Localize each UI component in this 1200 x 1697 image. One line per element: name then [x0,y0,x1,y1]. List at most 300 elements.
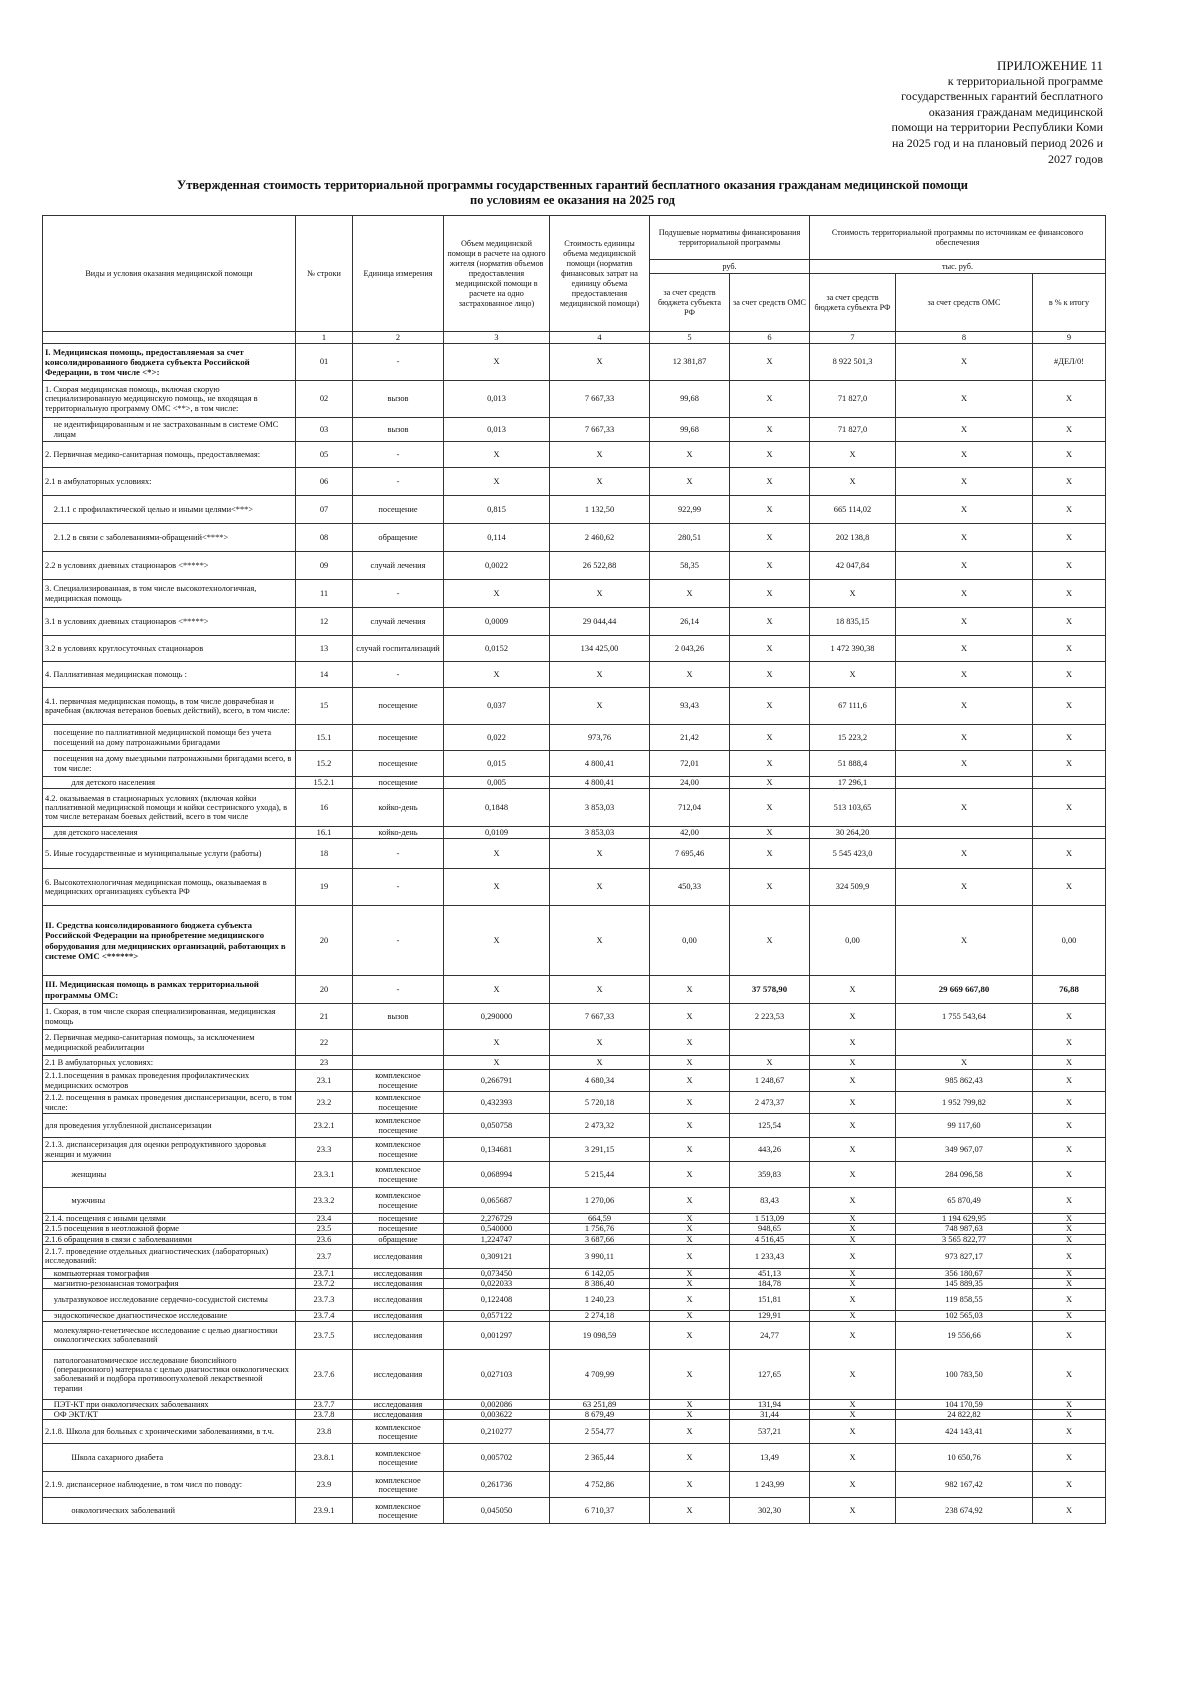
cell-c5: X [650,1234,730,1244]
cell-c4: X [550,976,650,1004]
table-row [43,1321,1106,1349]
cell-no: 23.1 [296,1070,353,1092]
appendix-line: помощи на территории Республики Коми [891,120,1103,135]
header-volume: Объем медицинской помощи в расчете на одного жителя (норматив объемов предоставления медицинской помощи в расчете на одно застрахованное лицо) [444,216,550,332]
cell-c6: 125,54 [730,1114,810,1138]
cell-c4: 2 554,77 [550,1420,650,1444]
table-row [43,381,1106,418]
cell-c3: X [444,442,550,468]
cell-unit: посещение [353,496,444,524]
cell-c8: 10 650,76 [896,1444,1033,1472]
cell-c8: X [896,751,1033,777]
cell-c5: X [650,1004,730,1030]
cell-c6: 443,26 [730,1138,810,1162]
cell-c6: X [730,662,810,688]
table-row [43,1268,1106,1278]
cell-no: 01 [296,344,353,381]
cell-c4: X [550,906,650,976]
cell-unit: случай госпитализаций [353,636,444,662]
cell-no: 23.7.8 [296,1410,353,1420]
row-name: 1. Скорая, в том числе скорая специализированная, медицинская помощь [43,1004,296,1030]
table-row [43,1224,1106,1234]
row-name: патологоанатомическое исследование биопсийного (операционного) материала с целью диагностики онкологических заболеваний и подбора противоопухолевой лекарственной терапии [43,1349,296,1399]
row-name: 2. Первичная медико-санитарная помощь, за исключением медицинской реабилитации [43,1030,296,1056]
cell-no: 18 [296,839,353,869]
cell-c5: 42,00 [650,827,730,839]
cell-unit: комплексное посещение [353,1420,444,1444]
cell-c4: 8 679,49 [550,1410,650,1420]
cell-unit: - [353,869,444,906]
cell-c9: 0,00 [1033,906,1106,976]
cell-c6: 37 578,90 [730,976,810,1004]
cell-c8: X [896,1056,1033,1070]
cell-c7: X [810,976,896,1004]
table-row [43,1092,1106,1114]
cell-c9: X [1033,1056,1106,1070]
cell-c7: 0,00 [810,906,896,976]
cell-c6: X [730,751,810,777]
cell-c4: 3 687,66 [550,1234,650,1244]
cell-c5: X [650,1444,730,1472]
cell-c8: X [896,468,1033,496]
cell-c9: X [1033,662,1106,688]
cell-c9: X [1033,1004,1106,1030]
table-row [43,1472,1106,1498]
table-row [43,636,1106,662]
cell-c5: X [650,1114,730,1138]
cell-c5: X [650,1268,730,1278]
row-name: 3.2 в условиях круглосуточных стационаров [43,636,296,662]
table-row [43,1114,1106,1138]
row-name: 2.1.2 в связи с заболеваниями-обращений<****> [43,524,296,552]
cell-c4: 973,76 [550,725,650,751]
cell-c7: 17 296,1 [810,777,896,789]
cell-unit: койко-день [353,827,444,839]
cell-c9: X [1033,1138,1106,1162]
cell-c7: X [810,1114,896,1138]
cell-c7: 1 472 390,38 [810,636,896,662]
table-row [43,751,1106,777]
cell-c4: 5 720,18 [550,1092,650,1114]
table-row [43,976,1106,1004]
table-row [43,1498,1106,1524]
cell-c6: X [730,442,810,468]
cell-c6: 13,49 [730,1444,810,1472]
cell-no: 16.1 [296,827,353,839]
cell-c4: 2 274,18 [550,1311,650,1321]
cell-unit: посещение [353,688,444,725]
cell-c7: 5 545 423,0 [810,839,896,869]
cell-c7: X [810,1420,896,1444]
cell-no: 09 [296,552,353,580]
cell-no: 23.7.3 [296,1289,353,1311]
cell-c6: X [730,688,810,725]
cell-unit: обращение [353,524,444,552]
cell-c3: 0,266791 [444,1070,550,1092]
cell-c7: X [810,1070,896,1092]
cell-c4: 29 044,44 [550,608,650,636]
cell-unit: исследования [353,1289,444,1311]
cell-c7: X [810,1214,896,1224]
cell-unit [353,1030,444,1056]
cell-unit: исследования [353,1244,444,1268]
row-name: ультразвуковое исследование сердечно-сосудистой системы [43,1289,296,1311]
cell-c5: X [650,1092,730,1114]
cell-c6: 1 233,43 [730,1244,810,1268]
cell-c5: 280,51 [650,524,730,552]
cell-c4: 3 990,11 [550,1244,650,1268]
cell-c5: 450,33 [650,869,730,906]
row-name: 2.1 в амбулаторных условиях: [43,468,296,496]
column-number: 8 [896,332,1033,344]
cell-c7: X [810,1399,896,1409]
cell-c5: X [650,1279,730,1289]
table-row [43,1234,1106,1244]
table-row [43,524,1106,552]
header-percent: в % к итогу [1033,274,1106,332]
cell-c9: X [1033,381,1106,418]
cell-c3: 0,261736 [444,1472,550,1498]
cell-c8: 104 170,59 [896,1399,1033,1409]
cell-c7: 51 888,4 [810,751,896,777]
table-row [43,1289,1106,1311]
cell-c4: 2 473,32 [550,1114,650,1138]
table-row [43,1279,1106,1289]
cell-c6: 1 243,99 [730,1472,810,1498]
cell-unit: - [353,839,444,869]
cell-c5: 712,04 [650,789,730,827]
table-row [43,344,1106,381]
row-name: 5. Иные государственные и муниципальные услуги (работы) [43,839,296,869]
cell-unit: - [353,344,444,381]
cell-c7: X [810,662,896,688]
cell-c7: X [810,1092,896,1114]
cell-unit: исследования [353,1410,444,1420]
cell-c4: 2 365,44 [550,1444,650,1472]
row-name: 2.1.4. посещения с иными целями [43,1214,296,1224]
row-name: III. Медицинская помощь в рамках территориальной программы ОМС: [43,976,296,1004]
cell-no: 15 [296,688,353,725]
cell-c9: X [1033,1268,1106,1278]
cell-c8: 65 870,49 [896,1188,1033,1214]
column-number: 9 [1033,332,1106,344]
cell-c6: X [730,777,810,789]
row-name: эндоскопическое диагностическое исследование [43,1311,296,1321]
cell-c4: X [550,1030,650,1056]
cell-c5: X [650,1162,730,1188]
table-row [43,418,1106,442]
cell-c3: 0,114 [444,524,550,552]
cell-no: 22 [296,1030,353,1056]
cell-c7: X [810,1244,896,1268]
cell-c4: X [550,688,650,725]
cell-c5: X [650,662,730,688]
cell-c7: X [810,468,896,496]
cell-c4: 4 709,99 [550,1349,650,1399]
cell-c8: 424 143,41 [896,1420,1033,1444]
row-name: 1. Скорая медицинская помощь, включая скорую специализированную медицинскую помощь, не входящая в территориальную программу ОМС <**>, в том числе: [43,381,296,418]
cell-c5: X [650,1420,730,1444]
cell-c6: X [730,725,810,751]
cell-c9: X [1033,1410,1106,1420]
cell-c6: 131,94 [730,1399,810,1409]
header-per-capita: Подушевые нормативы финансирования территориальной программы [650,216,810,260]
cell-c7: 71 827,0 [810,381,896,418]
table-row [43,1030,1106,1056]
cell-c4: 19 098,59 [550,1321,650,1349]
row-name: для детского населения [43,777,296,789]
cell-c4: X [550,839,650,869]
header-cost: Стоимость единицы объема медицинской помощи (норматив финансовых затрат на единицу объема предоставления медицинской помощи) [550,216,650,332]
cell-c8: 100 783,50 [896,1349,1033,1399]
cell-unit: комплексное посещение [353,1092,444,1114]
cell-no: 06 [296,468,353,496]
cell-c8: 24 822,82 [896,1410,1033,1420]
cell-c4: X [550,580,650,608]
cell-c8: 99 117,60 [896,1114,1033,1138]
cell-c8: 356 180,67 [896,1268,1033,1278]
cell-c3: 0,013 [444,381,550,418]
row-name: для детского населения [43,827,296,839]
cell-c9: X [1033,1420,1106,1444]
table-row [43,608,1106,636]
cell-c8: 982 167,42 [896,1472,1033,1498]
cell-c7: X [810,580,896,608]
cell-unit [353,1056,444,1070]
cell-c6 [730,1030,810,1056]
cell-c4: 1 756,76 [550,1224,650,1234]
cell-c7: 665 114,02 [810,496,896,524]
cell-c6: 151,81 [730,1289,810,1311]
cell-unit: комплексное посещение [353,1138,444,1162]
cell-c7: X [810,1268,896,1278]
table-row [43,1444,1106,1472]
cell-c5: 58,35 [650,552,730,580]
cell-c4: 134 425,00 [550,636,650,662]
cell-c8: X [896,636,1033,662]
cell-unit: вызов [353,418,444,442]
cell-unit: вызов [353,381,444,418]
table-row [43,1004,1106,1030]
cell-c8: 973 827,17 [896,1244,1033,1268]
cell-c6: 129,91 [730,1311,810,1321]
cell-c5: X [650,1349,730,1399]
table-row [43,496,1106,524]
cell-c4: 2 460,62 [550,524,650,552]
cell-c7: X [810,1289,896,1311]
cell-c9: X [1033,1444,1106,1472]
appendix-line: оказания гражданам медицинской [928,104,1103,119]
cell-c4: 1 240,23 [550,1289,650,1311]
cell-c8: X [896,580,1033,608]
cell-c7: X [810,1444,896,1472]
cell-c9: X [1033,1114,1106,1138]
row-name: для проведения углубленной диспансеризации [43,1114,296,1138]
cell-c5: X [650,1498,730,1524]
cell-c9: X [1033,468,1106,496]
cell-c7: 202 138,8 [810,524,896,552]
cell-no: 16 [296,789,353,827]
cell-c8: 19 556,66 [896,1321,1033,1349]
cell-c4: 7 667,33 [550,381,650,418]
appendix-line: 2027 годов [1047,151,1103,166]
cell-no: 23.3 [296,1138,353,1162]
cell-c8: 1 952 799,82 [896,1092,1033,1114]
cell-no: 23.9.1 [296,1498,353,1524]
cell-c9: X [1033,1070,1106,1092]
table-row [43,580,1106,608]
cell-c9: X [1033,1224,1106,1234]
cell-c9: X [1033,789,1106,827]
cell-c5: X [650,1056,730,1070]
table-row [43,442,1106,468]
cell-c5: 7 695,46 [650,839,730,869]
cell-c5: 99,68 [650,381,730,418]
cell-c6: X [730,468,810,496]
cell-c3: 0,0009 [444,608,550,636]
column-number: 3 [444,332,550,344]
row-name: 2.1.1.посещения в рамках проведения профилактических медицинских осмотров [43,1070,296,1092]
row-name: 2.1.1 с профилактической целью и иными целями<***> [43,496,296,524]
cell-c6: X [730,1056,810,1070]
cell-no: 13 [296,636,353,662]
cell-c5: X [650,1410,730,1420]
cell-c8: X [896,418,1033,442]
header-budget: за счет средств бюджета субъекта РФ [810,274,896,332]
cell-no: 20 [296,976,353,1004]
cell-c3: X [444,580,550,608]
cell-c3: 0,003622 [444,1410,550,1420]
cell-unit: исследования [353,1279,444,1289]
cell-c4: 6 710,37 [550,1498,650,1524]
cell-c5: X [650,1399,730,1409]
cell-unit: - [353,442,444,468]
cell-c3: 0,027103 [444,1349,550,1399]
cell-c8: 1 755 543,64 [896,1004,1033,1030]
cell-c8: X [896,344,1033,381]
row-name: 4.1. первичная медицинская помощь, в том числе доврачебная и врачебная (включая ветеранов боевых действий), всего, в том числе: [43,688,296,725]
cell-c3: 0,022033 [444,1279,550,1289]
cell-c4: 3 291,15 [550,1138,650,1162]
cell-c9: X [1033,1349,1106,1399]
cell-c9: X [1033,1279,1106,1289]
cell-c3: 0,015 [444,751,550,777]
cell-c8: X [896,725,1033,751]
cell-c3: 0,005 [444,777,550,789]
cell-c6: X [730,580,810,608]
row-name: ПЭТ-КТ при онкологических заболеваниях [43,1399,296,1409]
cell-unit: обращение [353,1234,444,1244]
cell-c3: 0,068994 [444,1162,550,1188]
cell-c8 [896,827,1033,839]
cell-c8: X [896,524,1033,552]
cell-c3: 0,122408 [444,1289,550,1311]
cell-c5: 922,99 [650,496,730,524]
table-header [43,216,1106,344]
header-kind: Виды и условия оказания медицинской помощи [43,216,296,332]
cell-unit: посещение [353,1224,444,1234]
cell-c9 [1033,777,1106,789]
cell-unit: посещение [353,1214,444,1224]
cell-c6: X [730,381,810,418]
table-row [43,1311,1106,1321]
cell-unit: - [353,976,444,1004]
column-number: 1 [296,332,353,344]
cell-no: 23.8.1 [296,1444,353,1472]
cell-c4: 1 132,50 [550,496,650,524]
cell-no: 23.9 [296,1472,353,1498]
row-name: 2.1.8. Школа для больных с хроническими заболеваниями, в т.ч. [43,1420,296,1444]
cell-c3: X [444,976,550,1004]
cell-c6: 4 516,45 [730,1234,810,1244]
cell-c4: 4 752,86 [550,1472,650,1498]
cell-c5: 2 043,26 [650,636,730,662]
cell-no: 19 [296,869,353,906]
cell-unit: исследования [353,1311,444,1321]
cell-c6: 2 223,53 [730,1004,810,1030]
cell-c4: X [550,662,650,688]
table-row [43,1188,1106,1214]
cell-c8: X [896,662,1033,688]
cell-unit: вызов [353,1004,444,1030]
cell-c4: 4 800,41 [550,777,650,789]
cell-c3: 0,037 [444,688,550,725]
cell-c6: 359,83 [730,1162,810,1188]
cell-no: 23.7.1 [296,1268,353,1278]
table-row [43,688,1106,725]
cell-c9: X [1033,1472,1106,1498]
row-name: 2.1.7. проведение отдельных диагностических (лабораторных) исследований: [43,1244,296,1268]
cell-c9: X [1033,839,1106,869]
cell-unit: комплексное посещение [353,1472,444,1498]
cell-c7: X [810,1188,896,1214]
row-name: 2.1.2. посещения в рамках проведения диспансеризации, всего, в том числе: [43,1092,296,1114]
cell-unit: исследования [353,1349,444,1399]
table-row [43,662,1106,688]
cell-c6: X [730,608,810,636]
cell-no: 23.3.1 [296,1162,353,1188]
cell-c9: X [1033,442,1106,468]
cell-unit: - [353,468,444,496]
row-name: I. Медицинская помощь, предоставляемая за счет консолидированного бюджета субъекта Российской Федерации, в том числе <*>: [43,344,296,381]
row-name: магнитно-резонансная томография [43,1279,296,1289]
cell-c3: 0,013 [444,418,550,442]
cell-c5: X [650,442,730,468]
cell-c6: 302,30 [730,1498,810,1524]
cell-c9: X [1033,725,1106,751]
cell-c6: X [730,839,810,869]
appendix-line: государственных гарантий бесплатного [901,89,1103,104]
cell-c3: 2,276729 [444,1214,550,1224]
header-program-cost: Стоимость территориальной программы по источникам ее финансового обеспечения [810,216,1106,260]
cell-no: 23.2 [296,1092,353,1114]
cell-c9: X [1033,1289,1106,1311]
header-thousand-rub: тыс. руб. [810,260,1106,274]
cell-c8: X [896,381,1033,418]
cell-c5: X [650,976,730,1004]
row-name: Школа сахарного диабета [43,1444,296,1472]
cell-c7: X [810,1410,896,1420]
cell-c4: X [550,468,650,496]
cell-c9: X [1033,496,1106,524]
cell-c8: 985 862,43 [896,1070,1033,1092]
cell-c8: 284 096,58 [896,1162,1033,1188]
cell-c8 [896,1030,1033,1056]
cell-no: 23.7 [296,1244,353,1268]
cell-c7: 67 111,6 [810,688,896,725]
cell-c3: X [444,468,550,496]
header-rub: руб. [650,260,810,274]
